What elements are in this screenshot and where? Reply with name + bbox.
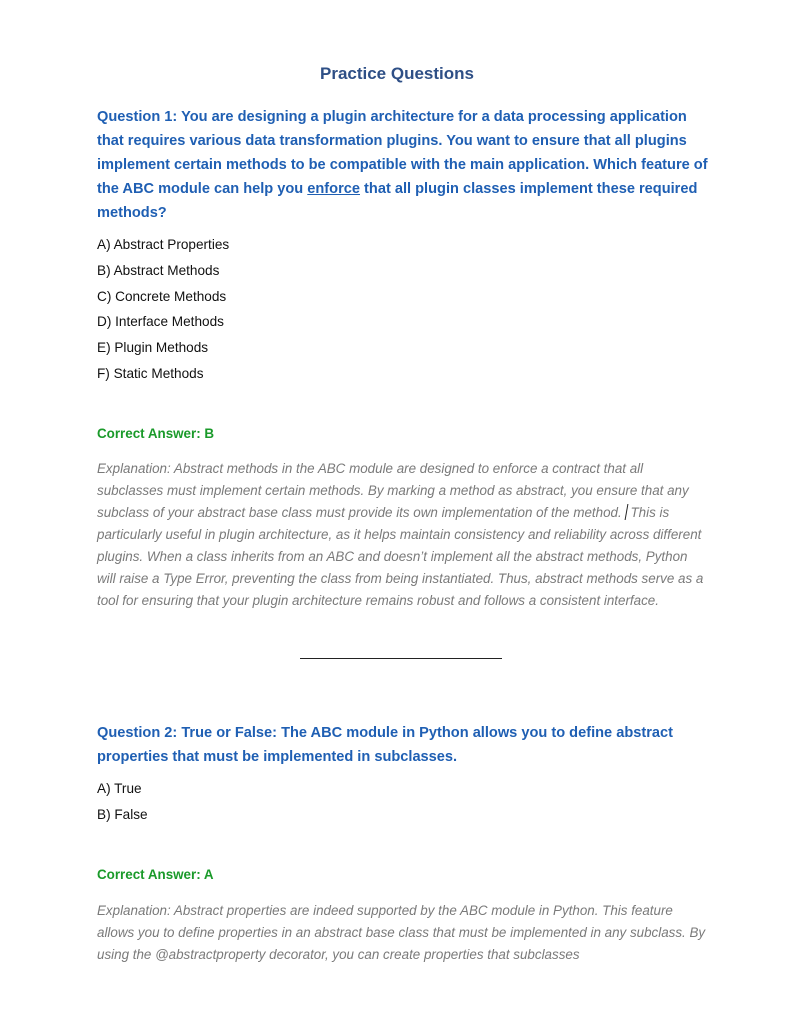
question-1-explanation-part-1: Explanation: Abstract methods in the ABC module are designed to enforce a contract that all subclasses must implement certain methods. By marking a method as abstract, you ensure that any subclass of your abstract base class must provide its own implementation of the method. xyxy=(97,461,689,520)
option-a: A) Abstract Properties xyxy=(97,237,230,252)
question-1-text xyxy=(97,105,717,225)
question-1-text-start: Question 1: You are designing a plugin architecture for a data processing application that requires various data transformation plugins. You want to ensure that all plugins implement certain methods to be compatible with the main application. Which feature of the ABC module can help you xyxy=(97,109,708,197)
option-a: A) True xyxy=(97,781,142,796)
page-title: Practice Questions xyxy=(319,64,474,83)
option-b: B) False xyxy=(97,806,148,822)
question-1-block xyxy=(97,105,717,387)
question-1-explanation xyxy=(97,458,707,612)
question-1-options xyxy=(97,232,717,387)
question-1-correct-answer: Correct Answer: B xyxy=(97,426,215,441)
question-2-block xyxy=(97,721,717,828)
question-2-correct-answer: Correct Answer: A xyxy=(97,867,214,882)
question-1-text-end: that all plugin classes implement these required methods? xyxy=(97,181,698,221)
option-c: C) Concrete Methods xyxy=(97,288,227,304)
question-1-underlined-word: enforce xyxy=(307,181,360,197)
option-b: B) Abstract Methods xyxy=(97,262,220,278)
option-f: F) Static Methods xyxy=(97,365,204,381)
question-1-explanation-part-2: This is particularly useful in plugin architecture, as it helps maintain consistency and reliability across different plugins. When a class inherits from an ABC and doesn’t implement all the abstract methods, Python will raise a Type Error, preventing the class from being instantiated. Thus, abstract methods serve as a tool for ensuring that your plugin architecture remains robust and follows a consistent interface. xyxy=(97,505,704,608)
question-2-explanation: Explanation: Abstract properties are indeed supported by the ABC module in Python. This feature allows you to define properties in an abstract base class that must be implemented in any subclass. By using the @abstractproperty decorator, you can create properties that subclasses xyxy=(97,903,706,962)
question-2-options xyxy=(97,776,717,828)
option-e: E) Plugin Methods xyxy=(97,340,209,356)
option-d: D) Interface Methods xyxy=(97,314,224,330)
text-cursor xyxy=(624,504,628,520)
question-2-text: Question 2: True or False: The ABC module in Python allows you to define abstract properties that must be implemented in subclasses. xyxy=(97,725,673,765)
section-divider xyxy=(300,658,502,659)
